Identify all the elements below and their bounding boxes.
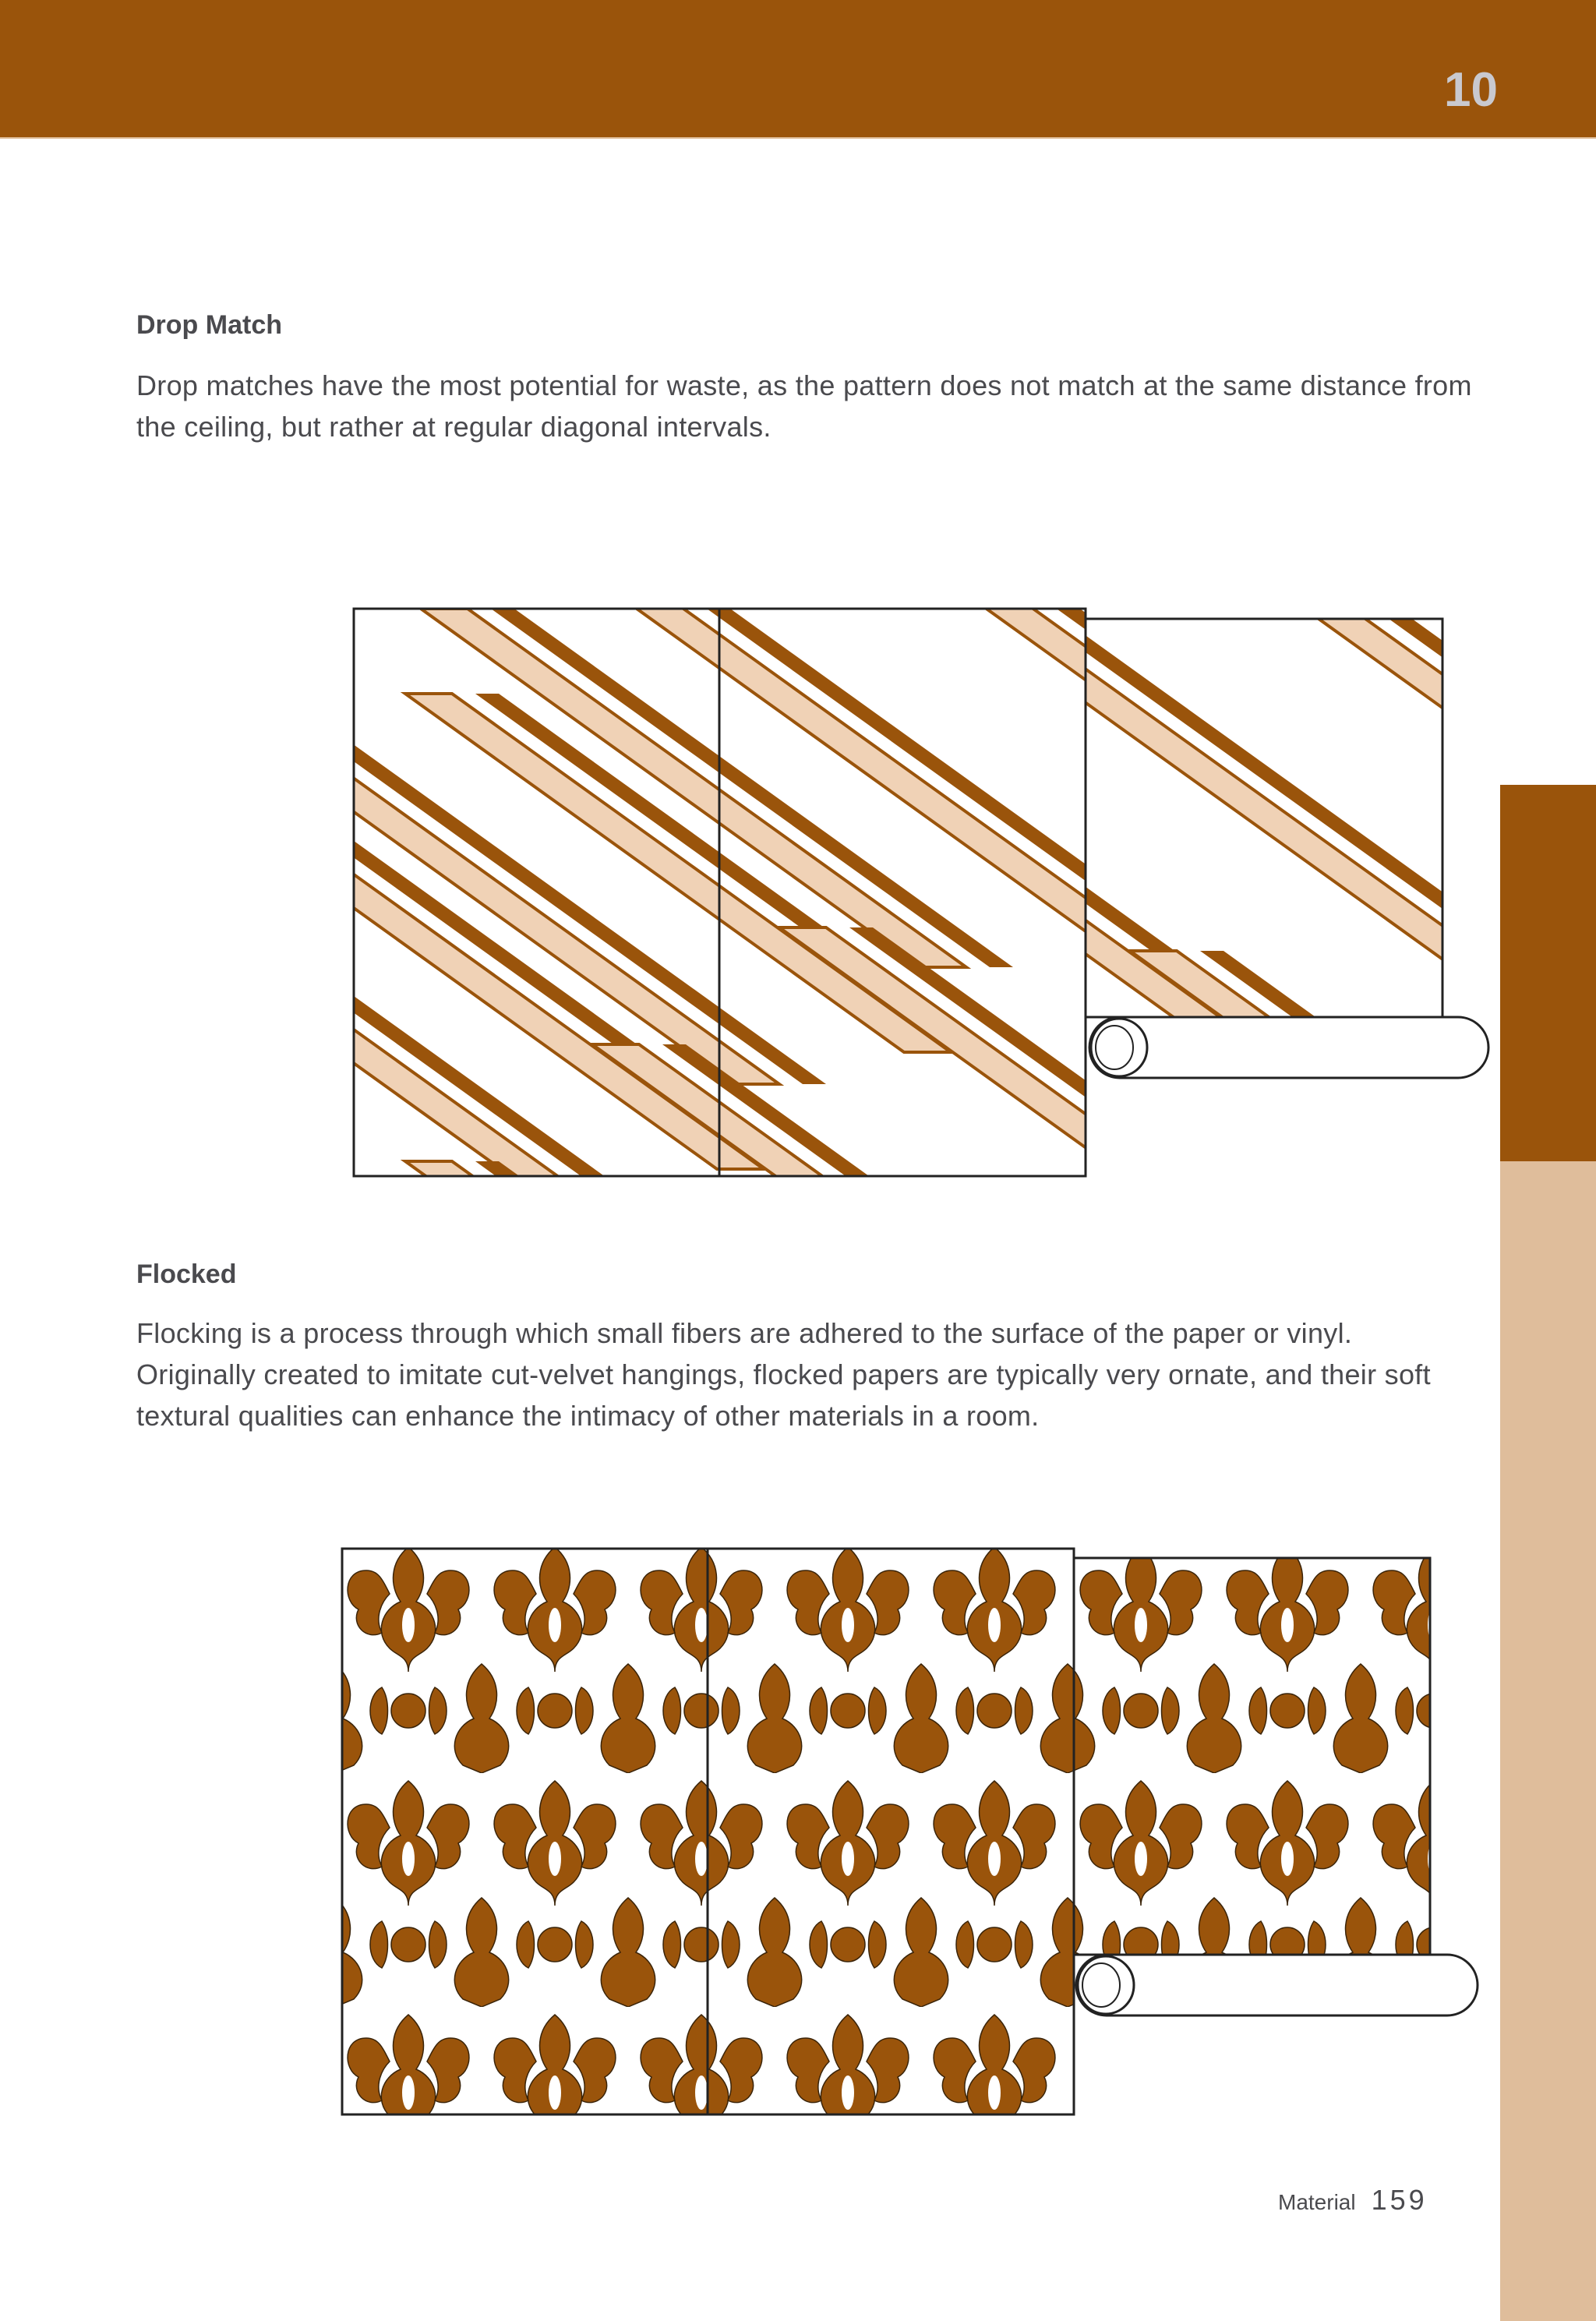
section-heading-drop-match: Drop Match — [136, 310, 282, 340]
flocked-wallpaper-illustration — [335, 1539, 1488, 2132]
footer-section-label: Material — [1278, 2190, 1356, 2214]
side-margin-band — [1500, 1161, 1596, 2321]
wallpaper-roll-icon — [1089, 1017, 1488, 1078]
chapter-side-tab — [1500, 785, 1596, 1161]
page-number: 159 — [1371, 2184, 1428, 2216]
chapter-number: 10 — [1444, 63, 1498, 117]
chapter-header-bar — [0, 0, 1596, 139]
wallpaper-roll-icon — [1076, 1955, 1478, 2015]
section-heading-flocked: Flocked — [136, 1259, 237, 1289]
drop-match-wallpaper-illustration — [343, 600, 1496, 1192]
damask-pattern — [1074, 1558, 1430, 1955]
section-body-flocked: Flocking is a process through which small fibers are adhered to the surface of the paper or vinyl. Originally created to imitate cut-velvet hangings, flocked papers are typically very ornate, and their soft textural qualities can enhance the intimacy of other materials in a room. — [136, 1317, 1431, 1432]
section-body-drop-match: Drop matches have the most potential for waste, as the pattern does not match at the same distance from the ceiling, but rather at regular diagonal intervals. — [136, 369, 1472, 443]
page-footer — [1278, 2184, 1428, 2217]
